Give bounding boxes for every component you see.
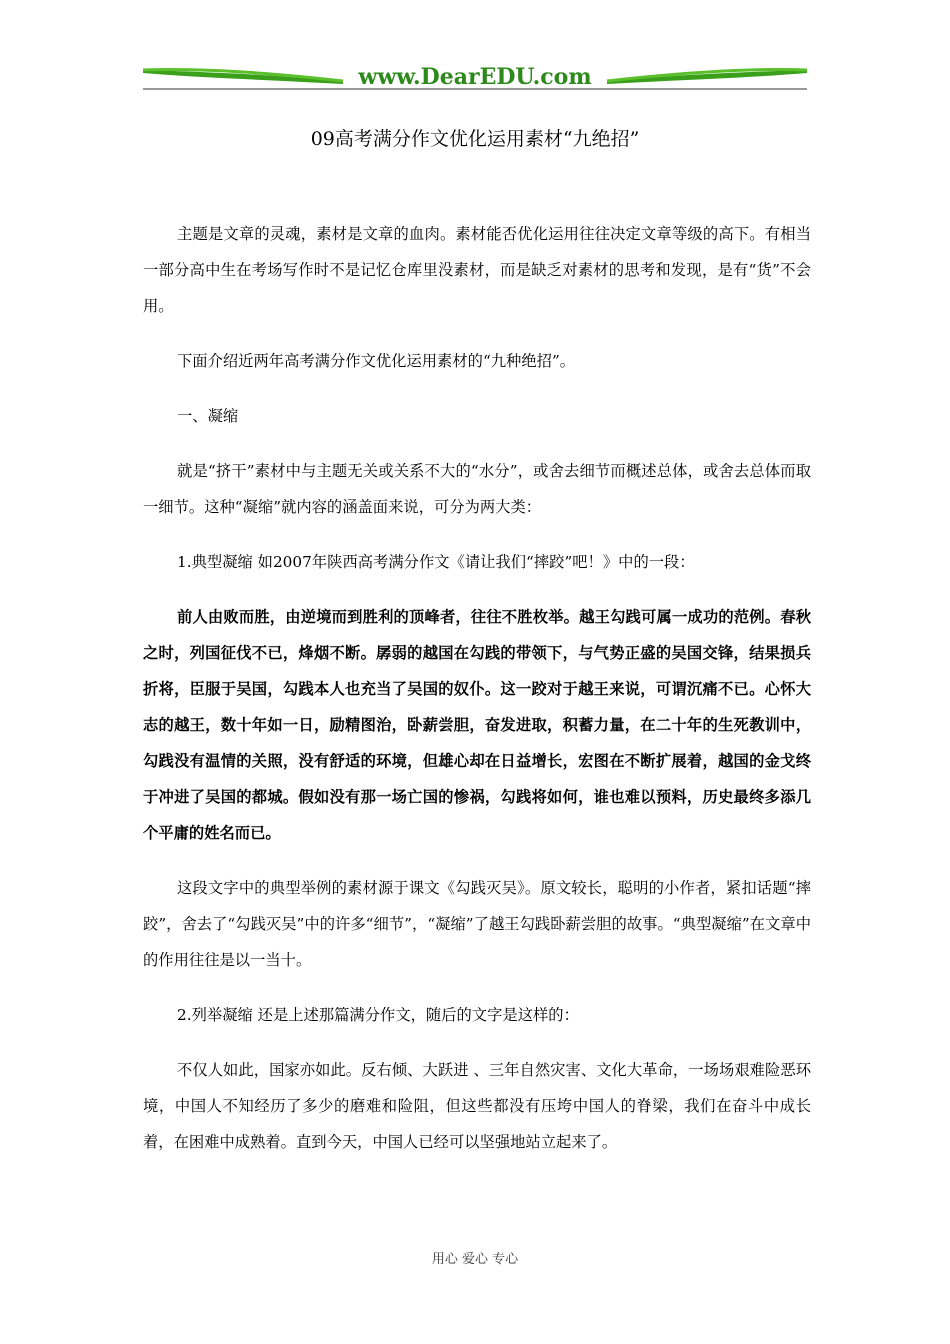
paragraph: 主题是文章的灵魂，素材是文章的血肉。素材能否优化运用往往决定文章等级的高下。有相当一部分高中生在考场写作时不是记忆仓库里没素材，而是缺乏对素材的思考和发现，是有“货”不会用。 (143, 225, 811, 315)
paragraph: 1.典型凝缩 如2007年陕西高考满分作文《请让我们“摔跤”吧！》中的一段： (177, 553, 695, 571)
quoted-excerpt: 不仅人如此，国家亦如此。反右倾、大跃进 、三年自然灾害、文化大革命，一场场艰难险恶环境，中国人不知经历了多少的磨难和险阻，但这些都没有压垮中国人的脊梁，我们在奋斗中成长着，在困难中成熟着。直到今天，中国人已经可以坚强地站立起来了。 (143, 1061, 811, 1151)
site-header (143, 62, 807, 94)
document-body (143, 216, 811, 1179)
paragraph: 下面介绍近两年高考满分作文优化运用素材的“九种绝招”。 (177, 352, 576, 370)
quoted-excerpt: 前人由败而胜，由逆境而到胜利的顶峰者，往往不胜枚举。越王勾践可属一成功的范例。春秋之时，列国征伐不已，烽烟不断。孱弱的越国在勾践的带领下，与气势正盛的吴国交锋，结果损兵折将，臣服于吴国，勾践本人也充当了吴国的奴仆。这一跤对于越王来说，可谓沉痛不已。心怀大志的越王，数十年如一日，励精图治，卧薪尝胆，奋发进取，积蓄力量，在二十年的生死教训中，勾践没有温情的关照，没有舒适的环境，但雄心却在日益增长，宏图在不断扩展着，越国的金戈终于冲进了吴国的都城。假如没有那一场亡国的惨祸，勾践将如何，谁也难以预料，历史最终多添几个平庸的姓名而已。 (143, 608, 811, 842)
page-footer: 用心 爱心 专心 (431, 1252, 519, 1267)
document-title: 09高考满分作文优化运用素材“九绝招” (310, 128, 640, 150)
paragraph: 就是“挤干”素材中与主题无关或关系不大的“水分”，或舍去细节而概述总体，或舍去总体而取一细节。这种“凝缩”就内容的涵盖面来说，可分为两大类： (143, 462, 811, 516)
paragraph: 2.列举凝缩 还是上述那篇满分作文，随后的文字是这样的： (177, 1006, 579, 1024)
paragraph: 这段文字中的典型举例的素材源于课文《勾践灭吴》。原文较长，聪明的小作者，紧扣话题“摔跤”，舍去了“勾践灭吴”中的许多“细节”，“凝缩”了越王勾践卧薪尝胆的故事。“典型凝缩”在文章中的作用往往是以一当十。 (143, 879, 811, 969)
site-name[interactable]: www.DearEDU.com (358, 64, 592, 90)
section-heading: 一、凝缩 (177, 407, 239, 425)
